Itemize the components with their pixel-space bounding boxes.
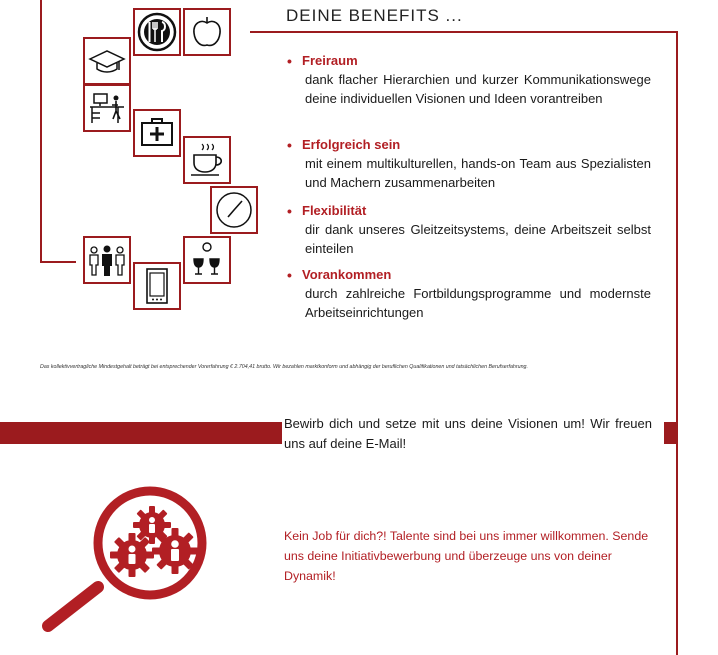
smartphone-icon-box: [133, 262, 181, 310]
benefit-vorankommen: [287, 266, 651, 322]
benefit-erfolgreich-sein: [287, 136, 651, 192]
first-aid-kit-icon-box: [133, 109, 181, 157]
team-people-icon-box: [83, 236, 131, 284]
cutlery-icon-box: [133, 8, 181, 56]
benefit-text: mit einem multikulturellen, hands-on Team aus Spezialisten und Machern zusammenarbeiten: [305, 156, 651, 190]
magnifier-handle: [48, 587, 98, 626]
team-people-icon: [86, 239, 128, 281]
benefit-text: durch zahlreiche Fortbildungsprogramme und modernste Arbeitseinrichtungen: [305, 286, 651, 320]
office-desk-icon: [86, 87, 128, 129]
apple-icon-box: [183, 8, 231, 56]
graduation-cap-icon-box: [83, 37, 131, 85]
coffee-cup-icon-box: [183, 136, 231, 184]
salary-footnote: Das kollektivvertragliche Mindestgehalt beträgt bei entsprechender Vorerfahrung € 2.704,41 brutto. Wir bezahlen marktkonform und abhängig der beruflichen Qualifikationen und tatsächlichen Berufserfahrung.: [40, 364, 528, 370]
cutlery-icon: [136, 11, 178, 53]
clock-icon-box: [210, 186, 258, 234]
benefits-heading: DEINE BENEFITS ...: [286, 6, 463, 25]
coffee-cup-icon: [186, 139, 228, 181]
apply-call-to-action: Bewirb dich und setze mit uns deine Visionen um! Wir freuen uns auf deine E-Mail!: [284, 416, 652, 451]
magnifier-gears-people-icon: [40, 483, 236, 633]
frame-right: [676, 31, 678, 655]
cta-band-left: [0, 422, 282, 444]
benefit-flexibilitaet: [287, 202, 651, 258]
benefit-text: dank flacher Hierarchien und kurzer Kommunikationswege deine individuellen Visionen und Ideen vorantreiben: [305, 72, 651, 106]
initiative-application-text: Kein Job für dich?! Talente sind bei uns immer willkommen. Sende uns deine Initiativbewerbung und überzeuge uns von deiner Dynamik!: [284, 529, 649, 583]
clock-icon: [213, 189, 255, 231]
first-aid-kit-icon: [136, 112, 178, 154]
benefit-title: • Freiraum: [287, 52, 651, 70]
frame-top: [250, 31, 678, 33]
benefit-freiraum: [287, 52, 651, 108]
office-desk-icon-box: [83, 84, 131, 132]
benefit-title: • Erfolgreich sein: [287, 136, 651, 154]
gear-cluster: [110, 506, 198, 577]
wine-glasses-icon: [186, 239, 228, 281]
graduation-cap-icon: [86, 40, 128, 82]
wine-glasses-icon-box: [183, 236, 231, 284]
apple-icon: [186, 11, 228, 53]
benefit-text: dir dank unseres Gleitzeitsystems, deine Arbeitszeit selbst einteilen: [305, 222, 651, 256]
benefit-title: • Flexibilität: [287, 202, 651, 220]
frame-left-vertical: [40, 0, 42, 263]
smartphone-icon: [136, 265, 178, 307]
frame-left-bottom: [40, 261, 76, 263]
benefit-title: • Vorankommen: [287, 266, 651, 284]
cta-band-right: [664, 422, 678, 444]
